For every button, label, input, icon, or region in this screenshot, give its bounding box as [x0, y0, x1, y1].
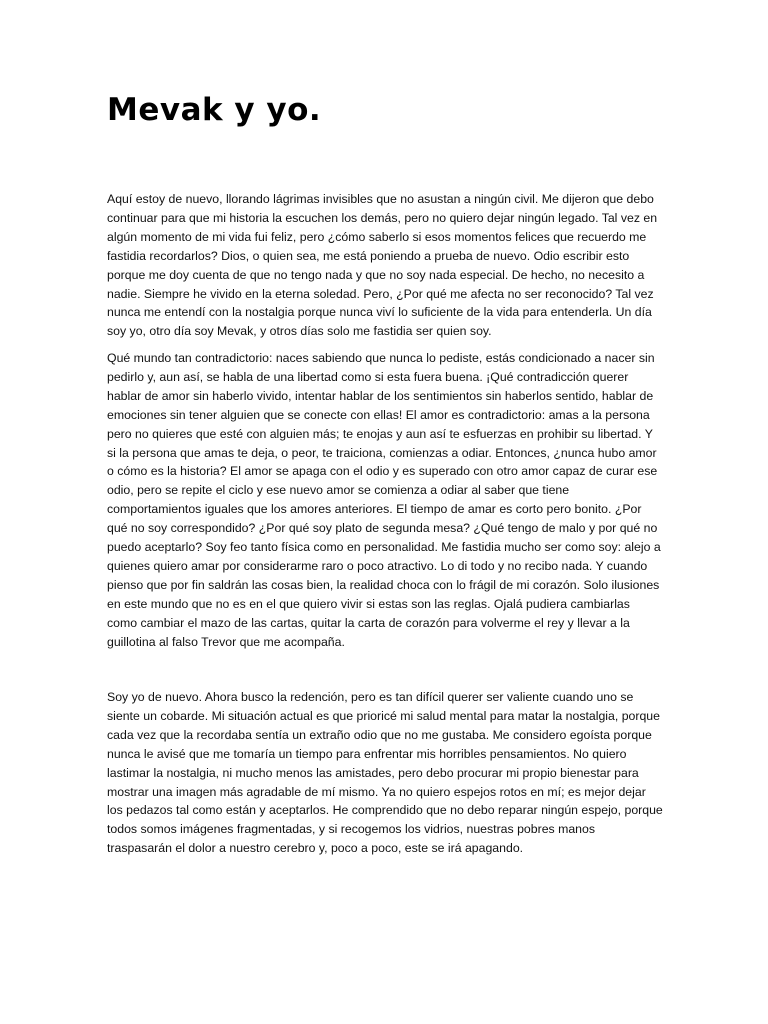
paragraph-3: Soy yo de nuevo. Ahora busco la redención, pero es tan difícil querer ser valiente cuando uno se siente un cobarde. Mi situación actual es que prioricé mi salud mental para matar la nostalgia, porque cada vez que la recordaba sentía un extraño odio que no me gustaba. Me considero egoísta porque nunca le avisé que me tomaría un tiempo para enfrentar mis horribles pensamientos. No quiero lastimar la nostalgia, ni mucho menos las amistades, pero debo procurar mi propio bienestar para mostrar una imagen más agradable de mí mismo. Ya no quiero espejos rotos en mí; es mejor dejar los pedazos tal como están y aceptarlos. He comprendido que no debo reparar ningún espejo, porque todos somos imágenes fragmentadas, y si recogemos los vidrios, nuestras pobres manos traspasarán el dolor a nuestro cerebro y, poco a poco, este se irá apagando.	[107, 690, 663, 856]
paragraph-1: Aquí estoy de nuevo, llorando lágrimas invisibles que no asustan a ningún civil. Me dijeron que debo continuar para que mi historia la escuchen los demás, pero no quiero dejar ningún legado. Tal vez en algún momento de mi vida fui feliz, pero ¿cómo saberlo si esos momentos felices que recuerdo me fastidia recordarlos? Dios, o quien sea, me está poniendo a prueba de nuevo. Odio escribir esto porque me doy cuenta de que no tengo nada y que no soy nada especial. De hecho, no necesito a nadie. Siempre he vivido en la eterna soledad. Pero, ¿Por qué me afecta no ser reconocido? Tal vez nunca me entendí con la nostalgia porque nunca viví lo suficiente de la vida para entenderla. Un día soy yo, otro día soy Mevak, y otros días solo me fastidia ser quien soy.	[107, 192, 658, 339]
document-title: Mevak y yo.	[107, 92, 322, 128]
paragraph-2: Qué mundo tan contradictorio: naces sabiendo que nunca lo pediste, estás condicionado a nacer sin pedirlo y, aun así, se habla de una libertad como si esta fuera buena. ¡Qué contradicción querer hablar de amor sin haberlo vivido, intentar hablar de los sentimientos sin haberlos sentido, hablar de emociones sin tener alguien que se conecte con ellas! El amor es contradictorio: amas a la persona pero no quieres que esté con alguien más; te enojas y aun así te esfuerzas en prohibir su libertad. Y si la persona que amas te deja, o peor, te traiciona, comienzas a odiar. Entonces, ¿nunca hubo amor o cómo es la historia? El amor se apaga con el odio y es superado con otro amor capaz de curar ese odio, pero se repite el ciclo y ese nuevo amor se comienza a odiar al saber que tiene comportamientos iguales que los amores anteriores. El tiempo de amar es corto pero bonito. ¿Por qué no soy correspondido? ¿Por qué soy plato de segunda mesa? ¿Qué tengo de malo y por qué no puedo aceptarlo? Soy feo tanto física como en personalidad. Me fastidia mucho ser como soy: alejo a quienes quiero amar por considerarme raro o poco atractivo. Lo di todo y no recibo nada. Y cuando pienso que por fin saldrán las cosas bien, la realidad choca con lo frágil de mi corazón. Solo ilusiones en este mundo que no es en el que quiero vivir si estas son las reglas. Ojalá pudiera cambiarlas como cambiar el mazo de las cartas, quitar la carta de corazón para volverme el rey y llevar a la guillotina al falso Trevor que me acompaña.	[107, 351, 661, 649]
